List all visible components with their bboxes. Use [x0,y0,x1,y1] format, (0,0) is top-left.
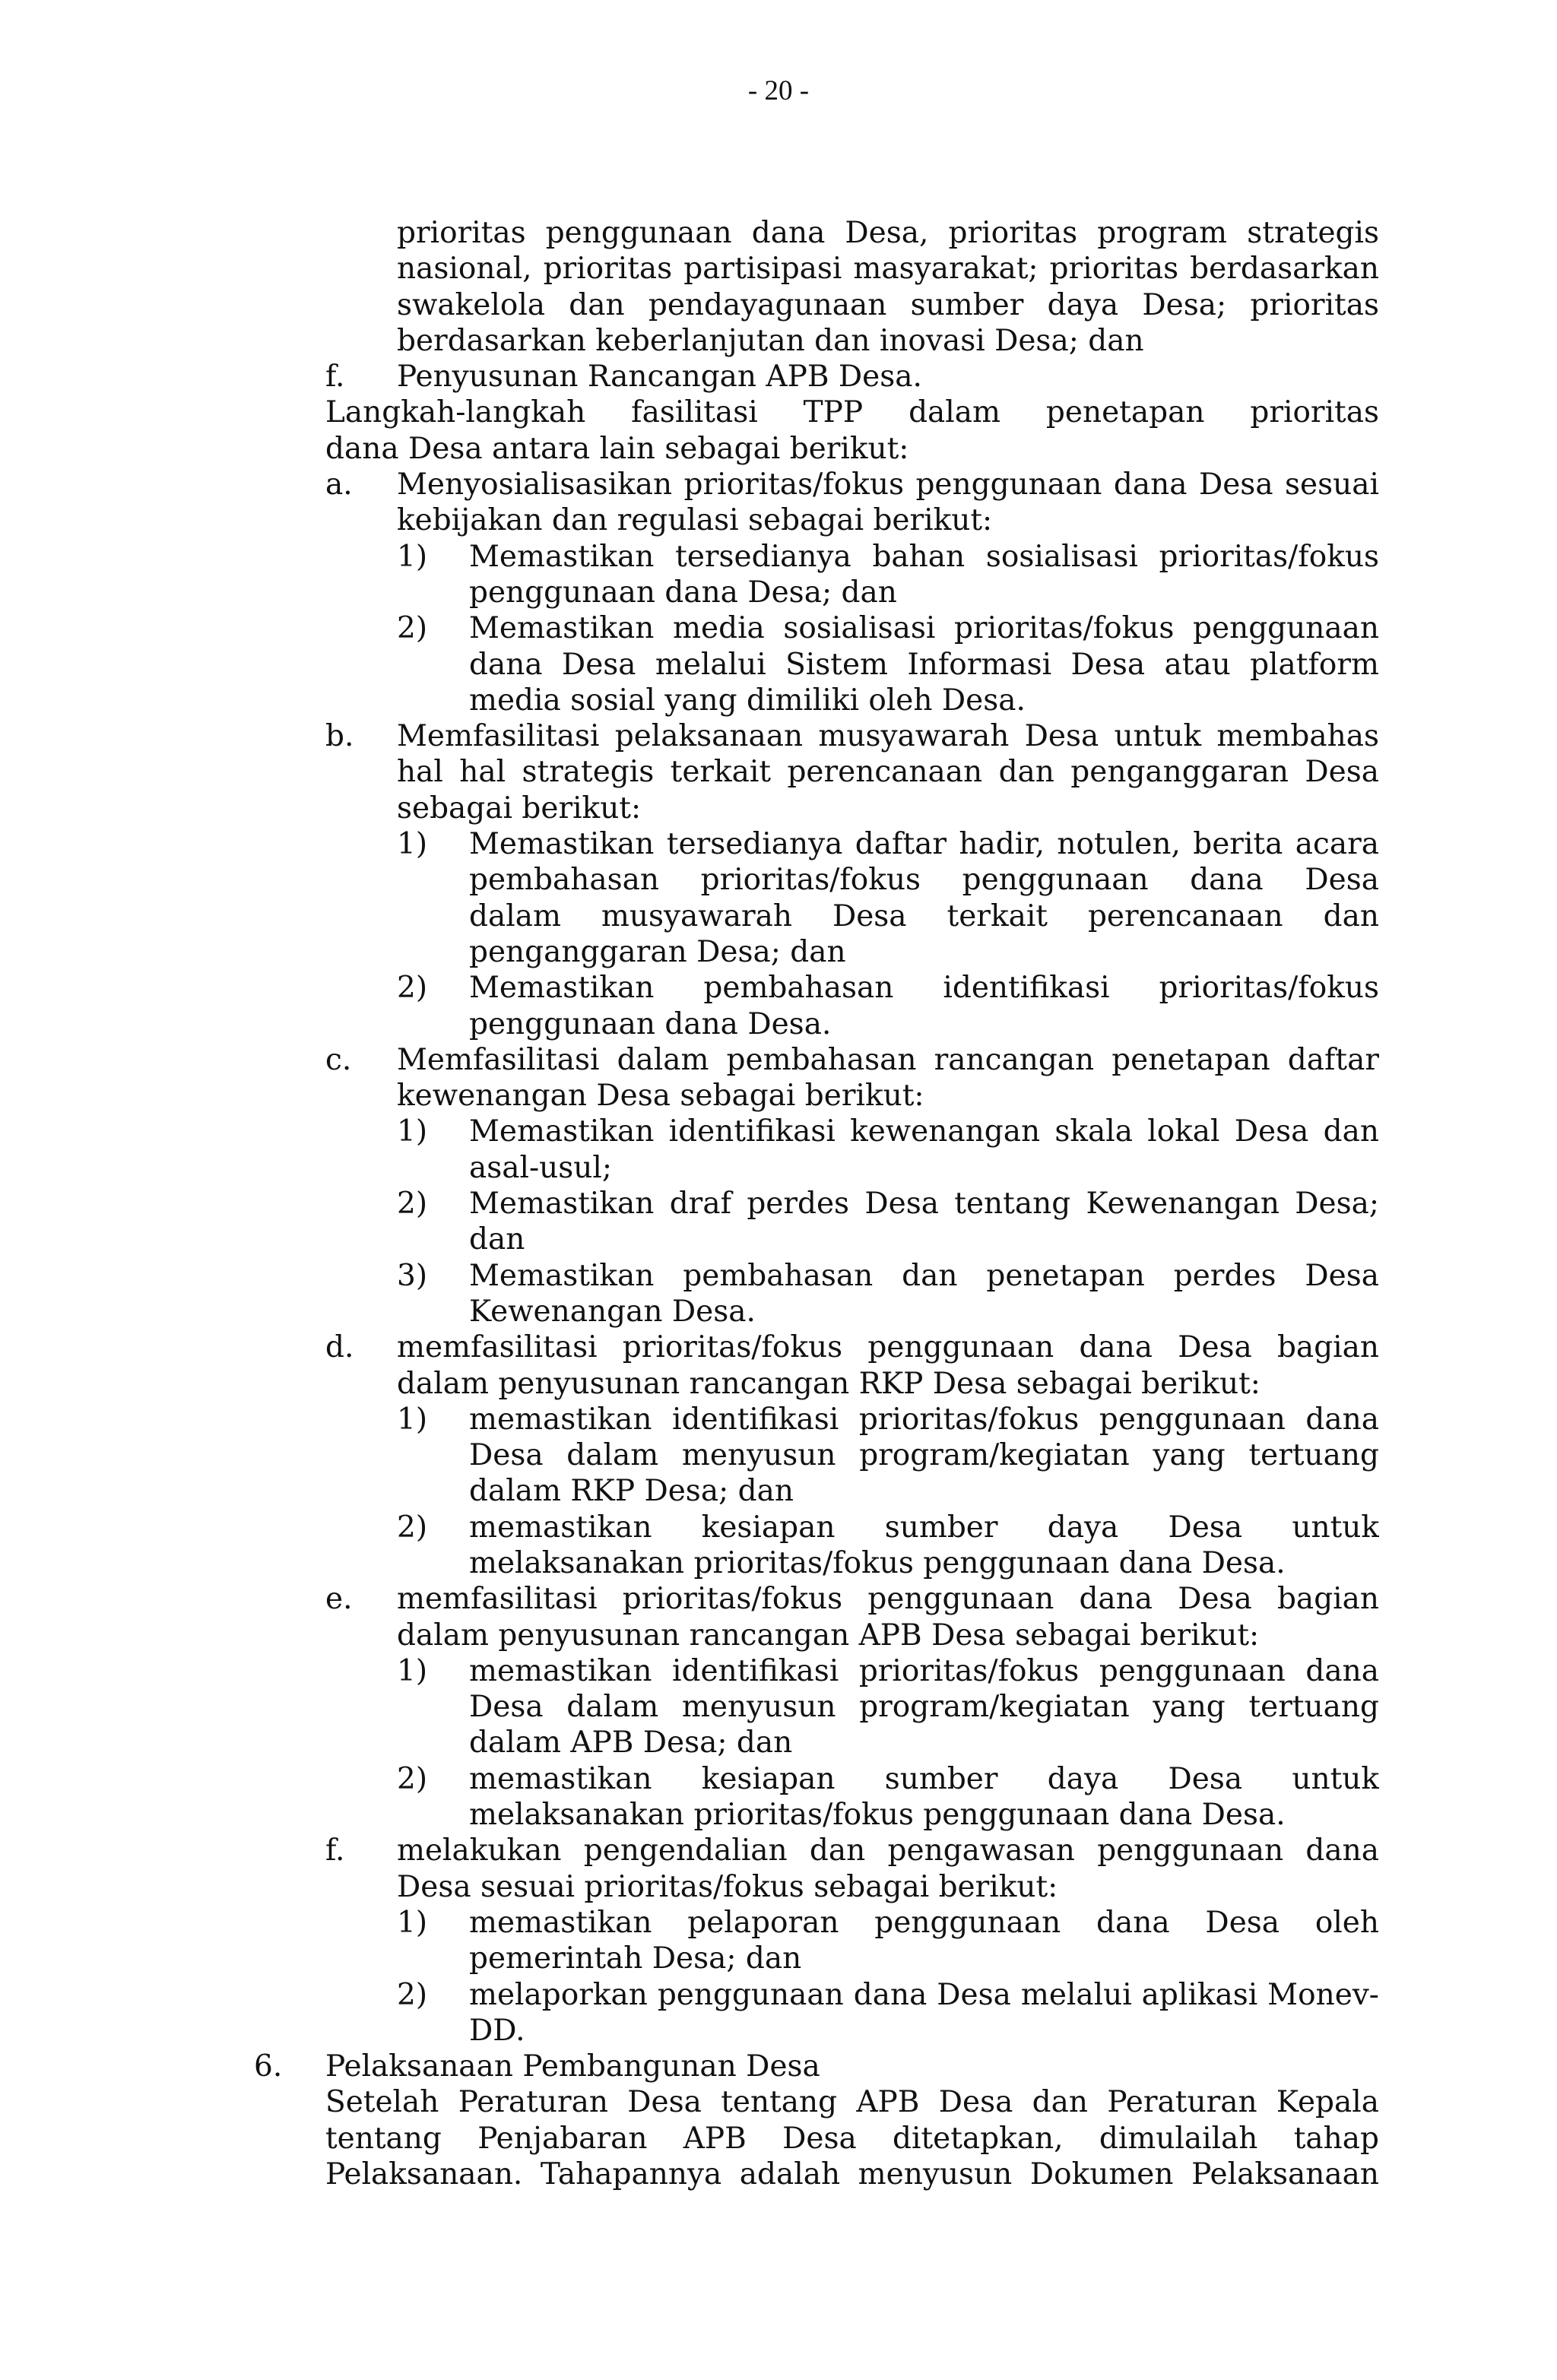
text-line [0,251,1557,287]
list-marker: 1) [397,1905,428,1940]
text-line [0,1042,1557,1078]
line-text: dalam penyusunan rancangan APB Desa sebagai berikut: [397,1618,1260,1653]
line-text: Menyosialisasikan prioritas/fokus penggunaan dana Desa sesuai [397,467,1379,502]
list-marker: c. [325,1042,352,1077]
list-marker: b. [325,719,354,754]
text-line [0,1222,1557,1257]
line-text: Penyusunan Rancangan APB Desa. [397,360,922,395]
text-line [0,1473,1557,1509]
text-line [0,1941,1557,1976]
line-text: penganggaran Desa; dan [469,934,846,969]
line-text: Memfasilitasi dalam pembahasan rancangan penetapan daftar [397,1042,1379,1077]
line-text: memastikan kesiapan sumber daya Desa untuk [469,1761,1379,1796]
line-text: melaporkan penggunaan dana Desa melalui aplikasi Monev- [469,1977,1379,2012]
text-line [0,2013,1557,2049]
text-line [0,1329,1557,1365]
text-line [0,1150,1557,1186]
line-text: Setelah Peraturan Desa tentang APB Desa dan Peraturan Kepala [325,2085,1379,2120]
line-text: kebijakan dan regulasi sebagai berikut: [397,503,993,538]
line-text: media sosial yang dimiliki oleh Desa. [469,683,1026,718]
line-text: berdasarkan keberlanjutan dan inovasi Desa; dan [397,323,1144,358]
list-marker: 1) [397,539,428,574]
line-text: prioritas penggunaan dana Desa, prioritas program strategis [397,216,1379,250]
line-text: melaksanakan prioritas/fokus penggunaan dana Desa. [469,1545,1286,1580]
line-text: memastikan kesiapan sumber daya Desa untuk [469,1510,1379,1545]
text-line [0,1294,1557,1329]
list-marker: e. [325,1582,353,1617]
text-line [0,791,1557,826]
line-text: Langkah-langkah fasilitasi TPP dalam penetapan prioritas [325,395,1379,430]
text-line [0,718,1557,754]
list-marker: 2) [397,971,428,1006]
line-text: Memfasilitasi pelaksanaan musyawarah Desa untuk membahas [397,719,1379,754]
text-line [0,1545,1557,1581]
list-marker: 1) [397,827,428,862]
text-line [0,467,1557,502]
line-text: Pelaksanaan. Tahapannya adalah menyusun Dokumen Pelaksanaan [325,2157,1379,2192]
line-text: dana Desa melalui Sistem Informasi Desa atau platform [469,647,1379,682]
text-line [0,1006,1557,1042]
text-line [0,934,1557,970]
text-line [0,1761,1557,1797]
text-line [0,2084,1557,2120]
text-line [0,215,1557,251]
list-marker: 1) [397,1114,428,1149]
text-line [0,1437,1557,1473]
line-text: pembahasan prioritas/fokus penggunaan dana Desa [469,863,1379,898]
line-text: memastikan pelaporan penggunaan dana Desa oleh [469,1905,1379,1940]
text-line [0,1689,1557,1725]
list-marker: 6. [254,2049,283,2084]
line-text: DD. [469,2013,525,2048]
line-text: dalam RKP Desa; dan [469,1474,794,1509]
line-text: Memastikan pembahasan dan penetapan perdes Desa [469,1258,1379,1293]
text-line [0,970,1557,1006]
list-marker: f. [325,1833,345,1868]
text-line [0,1366,1557,1402]
line-text: kewenangan Desa sebagai berikut: [397,1079,924,1114]
text-line [0,502,1557,538]
line-text: memfasilitasi prioritas/fokus penggunaan dana Desa bagian [397,1330,1379,1365]
line-text: sebagai berikut: [397,791,642,826]
line-text: Memastikan tersedianya bahan sosialisasi prioritas/fokus [469,539,1379,574]
line-text: tentang Penjabaran APB Desa ditetapkan, dimulailah tahap [325,2121,1379,2156]
text-line [0,2121,1557,2157]
text-line [0,754,1557,790]
line-text: penggunaan dana Desa. [469,1006,832,1041]
line-text: nasional, prioritas partisipasi masyarakat; prioritas berdasarkan [397,252,1379,287]
line-text: Memastikan draf perdes Desa tentang Kewenangan Desa; [469,1187,1379,1222]
line-text: penggunaan dana Desa; dan [469,575,897,610]
text-line [0,287,1557,323]
list-marker: a. [325,467,353,502]
line-text: memastikan identifikasi prioritas/fokus penggunaan dana [469,1402,1379,1437]
text-line [0,862,1557,898]
line-text: Desa dalam menyusun program/kegiatan yang tertuang [469,1438,1379,1473]
list-marker: 1) [397,1653,428,1688]
line-text: Desa sesuai prioritas/fokus sebagai berikut: [397,1869,1058,1904]
text-line [0,826,1557,862]
line-text: Memastikan identifikasi kewenangan skala lokal Desa dan [469,1114,1379,1149]
line-text: dalam APB Desa; dan [469,1726,793,1760]
text-line [0,395,1557,430]
text-line [0,1114,1557,1149]
text-line [0,1653,1557,1689]
list-marker: 2) [397,1761,428,1796]
document-body [0,215,1557,2192]
page-number: - 20 - [747,75,810,106]
text-line [0,1797,1557,1833]
line-text: Desa dalam menyusun program/kegiatan yang tertuang [469,1690,1379,1725]
list-marker: 3) [397,1258,428,1293]
text-line [0,1402,1557,1437]
text-line [0,575,1557,610]
list-marker: 2) [397,1510,428,1545]
text-line [0,431,1557,467]
line-text: asal-usul; [469,1150,613,1185]
text-line [0,539,1557,575]
list-marker: 1) [397,1402,428,1437]
list-marker: f. [325,360,345,395]
text-line [0,610,1557,646]
line-text: Pelaksanaan Pembangunan Desa [325,2049,820,2084]
text-line [0,898,1557,934]
text-line [0,1618,1557,1653]
text-line [0,1977,1557,2013]
line-text: melaksanakan prioritas/fokus penggunaan dana Desa. [469,1798,1286,1833]
text-line [0,683,1557,718]
text-line [0,1258,1557,1294]
text-line [0,1725,1557,1760]
line-text: dana Desa antara lain sebagai berikut: [325,431,909,466]
text-line [0,1905,1557,1941]
line-text: Memastikan media sosialisasi prioritas/fokus penggunaan [469,611,1379,646]
line-text: Memastikan pembahasan identifikasi prioritas/fokus [469,971,1379,1006]
text-line [0,647,1557,683]
text-line [0,1186,1557,1222]
line-text: melakukan pengendalian dan pengawasan penggunaan dana [397,1833,1379,1868]
text-line [0,1510,1557,1545]
line-text: Kewenangan Desa. [469,1294,756,1329]
list-marker: 2) [397,1977,428,2012]
line-text: swakelola dan pendayagunaan sumber daya Desa; prioritas [397,287,1379,322]
line-text: memfasilitasi prioritas/fokus penggunaan dana Desa bagian [397,1582,1379,1617]
list-marker: 2) [397,611,428,646]
text-line [0,359,1557,395]
line-text: Memastikan tersedianya daftar hadir, notulen, berita acara [469,827,1379,862]
line-text: dan [469,1222,525,1257]
line-text: memastikan identifikasi prioritas/fokus penggunaan dana [469,1653,1379,1688]
list-marker: d. [325,1330,354,1365]
line-text: hal hal strategis terkait perencanaan dan penganggaran Desa [397,755,1379,790]
text-line [0,2157,1557,2192]
text-line [0,1833,1557,1868]
text-line [0,2049,1557,2084]
text-line [0,1078,1557,1114]
line-text: pemerintah Desa; dan [469,1941,802,1976]
line-text: dalam musyawarah Desa terkait perencanaan dan [469,898,1379,933]
line-text: dalam penyusunan rancangan RKP Desa sebagai berikut: [397,1366,1261,1401]
list-marker: 2) [397,1187,428,1222]
text-line [0,323,1557,359]
text-line [0,1581,1557,1617]
text-line [0,1869,1557,1905]
